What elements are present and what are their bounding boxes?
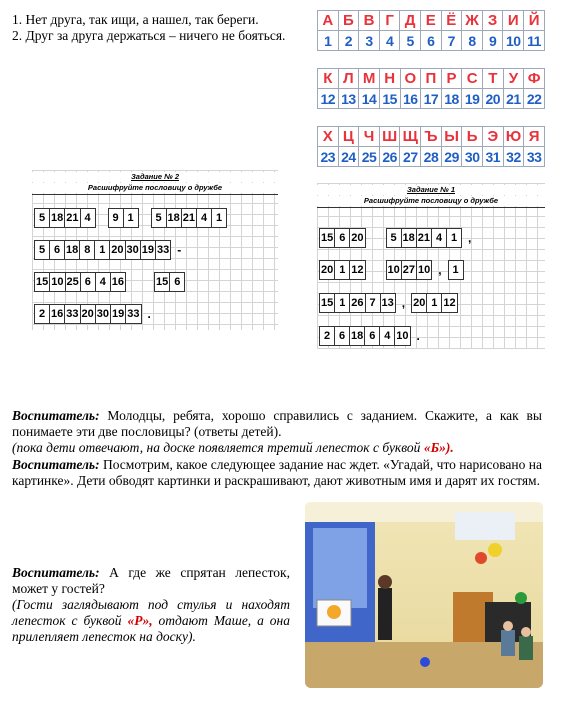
dialog-text: А где же спрятан лепесток, может у гостей? (12, 565, 290, 596)
alphabet-number: 33 (524, 147, 545, 167)
dialog-note: (пока дети отвечают, на доске появляется третий лепесток с буквой «Б»). (12, 440, 454, 455)
cipher-word (35, 208, 96, 228)
cipher-cell: 30 (125, 240, 141, 260)
task-1-divider (317, 207, 545, 208)
dialog-block-2 (12, 457, 542, 489)
cipher-cell: 15 (319, 293, 335, 313)
punctuation: - (177, 243, 182, 257)
alphabet-number: 6 (420, 31, 441, 51)
task-1-subtitle: Расшифруйте пословицу о дружбе (317, 196, 545, 206)
cipher-cell: 4 (80, 208, 96, 228)
cipher-cell: 18 (49, 208, 65, 228)
cipher-word (320, 293, 396, 313)
cipher-word (109, 208, 139, 228)
cipher-cell: 20 (349, 228, 365, 248)
cipher-word (320, 260, 366, 280)
cipher-cell: 1 (426, 293, 442, 313)
dialog-text: Молодцы, ребята, хорошо справились с заданием. Скажите, а как вы понимаете эти две пословицы? (ответы детей). (12, 408, 542, 439)
alphabet-letter: С (462, 69, 483, 89)
speaker-label: Воспитатель: (12, 408, 100, 423)
alphabet-letter: Л (338, 69, 359, 89)
cipher-cell: 16 (49, 304, 65, 324)
alphabet-number: 17 (421, 89, 442, 109)
cipher-cell: 21 (64, 208, 80, 228)
alphabet-number: 7 (441, 31, 462, 51)
alphabet-table-3 (317, 126, 545, 167)
punctuation: . (416, 329, 420, 343)
classroom-photo-illustration (305, 502, 543, 688)
alphabet-letter: Е (420, 11, 441, 31)
alphabet-number: 14 (359, 89, 380, 109)
alphabet-letter: Ч (359, 127, 380, 147)
task-1-card (317, 183, 545, 349)
alphabet-table-2 (317, 68, 545, 109)
alphabet-letter: И (503, 11, 524, 31)
alphabet-letter: З (482, 11, 503, 31)
cipher-word (320, 228, 366, 248)
alphabet-letter: Р (441, 69, 462, 89)
cipher-word (35, 240, 171, 260)
cipher-cell: 2 (319, 326, 335, 346)
alphabet-letter: Ц (338, 127, 359, 147)
alphabet-letter: Ш (379, 127, 400, 147)
alphabet-letter: Ю (503, 127, 524, 147)
cipher-cell: 33 (155, 240, 171, 260)
cipher-cell: 5 (151, 208, 167, 228)
alphabet-letter: Б (338, 11, 359, 31)
task-2-title: Задание № 2 (32, 172, 278, 182)
alphabet-letter: Э (483, 127, 504, 147)
alphabet-letter: Н (379, 69, 400, 89)
alphabet-number: 4 (379, 31, 400, 51)
cipher-cell: 15 (34, 272, 50, 292)
alphabet-numbers-row (318, 31, 545, 51)
cipher-cell: 4 (431, 228, 447, 248)
cipher-word (35, 272, 126, 292)
dialog-paragraph (12, 408, 542, 440)
cipher-cell: 4 (379, 326, 395, 346)
cipher-cell: 21 (181, 208, 197, 228)
speaker-label: Воспитатель: (12, 457, 100, 472)
cipher-cell: 6 (334, 326, 350, 346)
proverb-1: 1. Нет друга, так ищи, а нашел, так береги. (12, 12, 259, 27)
cipher-word (35, 304, 142, 324)
task-2-line-2 (34, 240, 187, 260)
cipher-cell: 10 (49, 272, 65, 292)
alphabet-number: 12 (318, 89, 339, 109)
cipher-cell: 6 (169, 272, 185, 292)
punctuation: . (147, 307, 151, 321)
task-2-card (32, 170, 278, 330)
alphabet-number: 29 (441, 147, 462, 167)
cipher-cell: 4 (196, 208, 212, 228)
cipher-word (387, 228, 463, 248)
punctuation: , (438, 263, 442, 277)
task-2-line-1 (34, 208, 227, 228)
task-2-divider (32, 194, 278, 195)
cipher-cell: 18 (349, 326, 365, 346)
alphabet-number: 24 (338, 147, 359, 167)
dialog-text: Посмотрим, какое следующее задание нас ждет. «Угадай, что нарисовано на картинке». Дети обводят картинки и раскрашивают, дают животным имя и дарят их гостям. (12, 457, 542, 488)
alphabet-numbers-row (318, 147, 545, 167)
cipher-cell: 5 (34, 240, 50, 260)
cipher-cell: 33 (125, 304, 141, 324)
cipher-cell: 19 (140, 240, 156, 260)
alphabet-letter: О (400, 69, 421, 89)
alphabet-letter: Ь (462, 127, 483, 147)
cipher-cell: 10 (416, 260, 432, 280)
task-1-line-4 (319, 326, 426, 346)
alphabet-number: 31 (483, 147, 504, 167)
task-2-line-4 (34, 304, 157, 324)
alphabet-number: 19 (462, 89, 483, 109)
alphabet-letter: Т (483, 69, 504, 89)
alphabet-letter: К (318, 69, 339, 89)
cipher-cell: 7 (365, 293, 381, 313)
cipher-cell: 13 (380, 293, 396, 313)
cipher-cell: 6 (80, 272, 96, 292)
alphabet-number: 28 (421, 147, 442, 167)
dialog-paragraph (12, 565, 290, 597)
alphabet-number: 27 (400, 147, 421, 167)
alphabet-table-1 (317, 10, 545, 51)
cipher-cell: 1 (334, 260, 350, 280)
cipher-cell: 20 (80, 304, 96, 324)
speaker-label: Воспитатель: (12, 565, 100, 580)
alphabet-letter: Я (524, 127, 545, 147)
alphabet-letter: Й (524, 11, 545, 31)
cipher-cell: 8 (79, 240, 95, 260)
alphabet-letters-row (318, 69, 545, 89)
alphabet-number: 18 (441, 89, 462, 109)
cipher-cell: 6 (49, 240, 65, 260)
alphabet-number: 13 (338, 89, 359, 109)
alphabet-letter: В (359, 11, 380, 31)
alphabet-number: 23 (318, 147, 339, 167)
alphabet-letter: Д (400, 11, 421, 31)
alphabet-number: 32 (503, 147, 524, 167)
cipher-cell: 10 (394, 326, 410, 346)
alphabet-number: 3 (359, 31, 380, 51)
cipher-cell: 12 (441, 293, 457, 313)
alphabet-number: 10 (503, 31, 524, 51)
cipher-cell: 6 (334, 228, 350, 248)
task-1-line-1 (319, 228, 477, 248)
dialog-note: (Гости заглядывают под стулья и находят лепесток с буквой «Р», отдают Маше, а она прилепляет лепесток на доску). (12, 597, 290, 644)
cipher-cell: 5 (34, 208, 50, 228)
cipher-cell: 21 (416, 228, 432, 248)
letter-b: «Б»). (423, 440, 454, 455)
alphabet-letters-row (318, 11, 545, 31)
alphabet-number: 26 (379, 147, 400, 167)
cipher-cell: 18 (166, 208, 182, 228)
cipher-cell: 4 (95, 272, 111, 292)
task-2-line-3 (34, 272, 185, 292)
cipher-cell: 1 (448, 260, 464, 280)
proverbs-block (12, 12, 308, 44)
alphabet-letter: Ъ (421, 127, 442, 147)
cipher-cell: 18 (401, 228, 417, 248)
cipher-cell: 27 (401, 260, 417, 280)
task-1-title: Задание № 1 (317, 185, 545, 195)
cipher-word (449, 260, 464, 280)
cipher-cell: 15 (154, 272, 170, 292)
cipher-cell: 2 (34, 304, 50, 324)
alphabet-number: 21 (503, 89, 524, 109)
cipher-cell: 5 (386, 228, 402, 248)
cipher-cell: 10 (386, 260, 402, 280)
cipher-cell: 6 (364, 326, 380, 346)
cipher-cell: 15 (319, 228, 335, 248)
cipher-cell: 9 (108, 208, 124, 228)
alphabet-letter: Щ (400, 127, 421, 147)
alphabet-letters-row (318, 127, 545, 147)
cipher-cell: 1 (123, 208, 139, 228)
cipher-word (387, 260, 433, 280)
cipher-cell: 12 (349, 260, 365, 280)
task-1-line-3 (319, 293, 458, 313)
cipher-cell: 1 (211, 208, 227, 228)
cipher-cell: 20 (319, 260, 335, 280)
cipher-cell: 25 (65, 272, 81, 292)
cipher-cell: 16 (110, 272, 126, 292)
alphabet-number: 2 (338, 31, 359, 51)
cipher-cell: 30 (95, 304, 111, 324)
cipher-cell: 1 (446, 228, 462, 248)
alphabet-letter: Х (318, 127, 339, 147)
proverb-2: 2. Друг за друга держаться – ничего не бояться. (12, 28, 286, 43)
alphabet-number: 22 (524, 89, 545, 109)
alphabet-letter: Г (379, 11, 400, 31)
letter-r: «Р», (127, 613, 153, 628)
alphabet-number: 15 (379, 89, 400, 109)
punctuation: , (468, 231, 472, 245)
alphabet-letter: П (421, 69, 442, 89)
alphabet-number: 1 (318, 31, 339, 51)
alphabet-letter: Ж (462, 11, 483, 31)
task-1-line-2 (319, 260, 464, 280)
cipher-word (152, 208, 228, 228)
alphabet-number: 5 (400, 31, 421, 51)
dialog-block-1 (12, 408, 542, 456)
cipher-word (155, 272, 185, 292)
cipher-word (412, 293, 458, 313)
alphabet-letter: А (318, 11, 339, 31)
cipher-word (320, 326, 411, 346)
dialog-block-3 (12, 565, 290, 645)
alphabet-number: 25 (359, 147, 380, 167)
alphabet-numbers-row (318, 89, 545, 109)
cipher-cell: 1 (94, 240, 110, 260)
alphabet-number: 30 (462, 147, 483, 167)
alphabet-letter: У (503, 69, 524, 89)
cipher-cell: 20 (109, 240, 125, 260)
dialog-paragraph (12, 457, 542, 489)
alphabet-number: 16 (400, 89, 421, 109)
punctuation: , (401, 296, 406, 310)
classroom-photo (305, 502, 543, 688)
task-2-subtitle: Расшифруйте пословицу о дружбе (32, 183, 278, 193)
alphabet-letter: М (359, 69, 380, 89)
alphabet-number: 11 (524, 31, 545, 51)
alphabet-letter: Ы (441, 127, 462, 147)
alphabet-number: 9 (482, 31, 503, 51)
cipher-cell: 1 (334, 293, 350, 313)
cipher-cell: 33 (64, 304, 80, 324)
alphabet-letter: Ф (524, 69, 545, 89)
cipher-cell: 18 (64, 240, 80, 260)
cipher-cell: 20 (411, 293, 427, 313)
cipher-cell: 26 (349, 293, 365, 313)
alphabet-number: 8 (462, 31, 483, 51)
cipher-cell: 19 (110, 304, 126, 324)
alphabet-letter: Ё (441, 11, 462, 31)
alphabet-number: 20 (483, 89, 504, 109)
